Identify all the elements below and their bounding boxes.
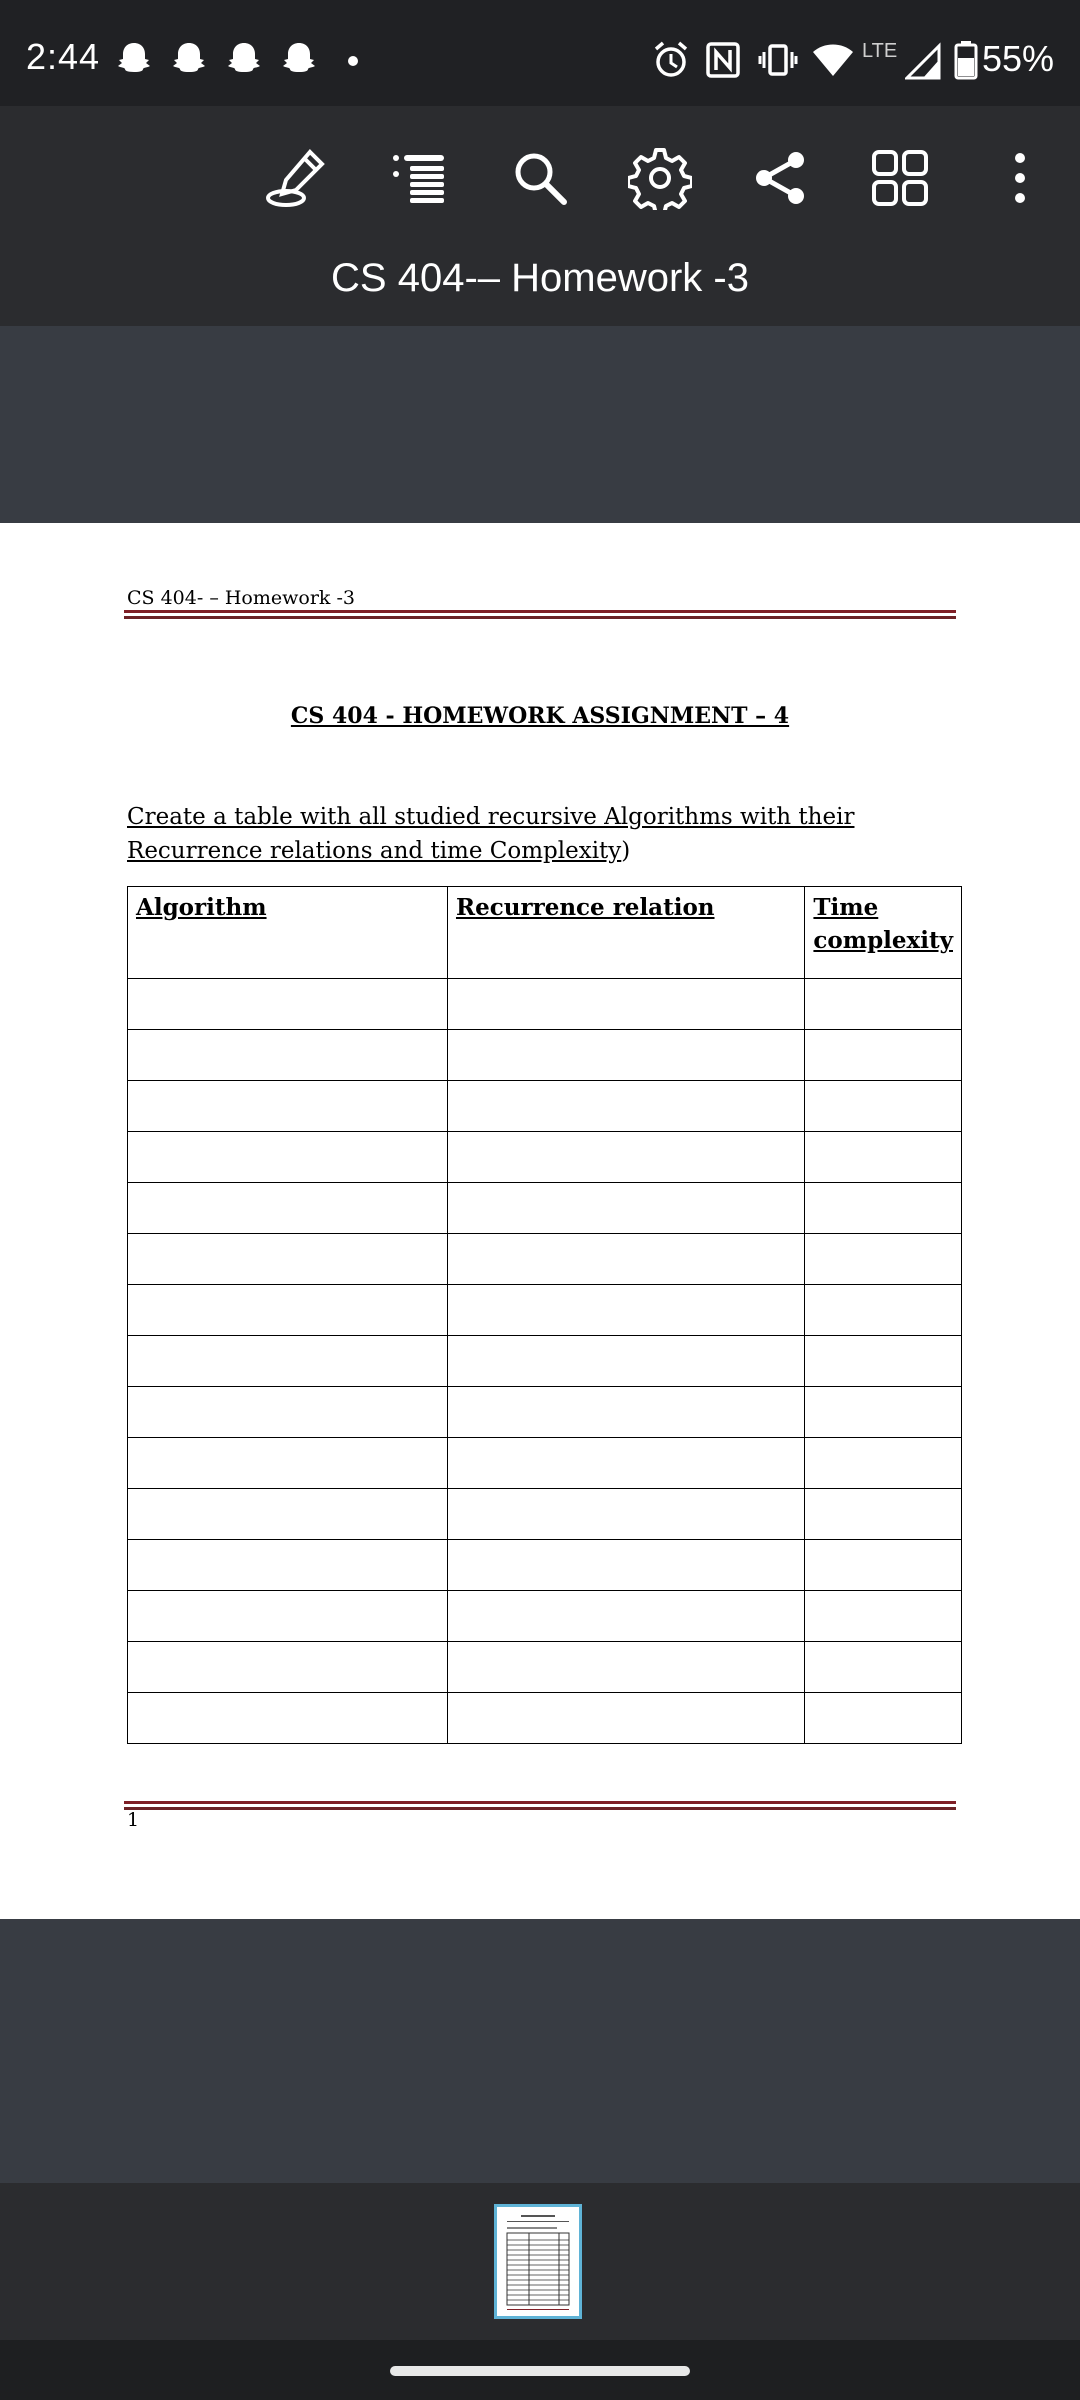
cell-time-complexity [805,1234,962,1285]
nfc-icon [706,40,740,80]
cell-algorithm [128,1540,448,1591]
alarm-icon [652,40,690,80]
cell-recurrence [447,1693,804,1744]
more-options-button[interactable] [982,140,1058,216]
more-notifications-dot [348,56,358,66]
cell-algorithm [128,1285,448,1336]
wifi-icon [812,40,854,80]
cell-recurrence [447,979,804,1030]
table-body [128,979,962,1744]
cell-algorithm [128,1489,448,1540]
cell-time-complexity [805,979,962,1030]
lte-signal-icon [905,40,941,80]
cell-time-complexity [805,1336,962,1387]
cell-recurrence [447,1336,804,1387]
cell-time-complexity [805,1285,962,1336]
footer-rule [124,1801,956,1810]
table-row [128,1540,962,1591]
cell-algorithm [128,1642,448,1693]
header-rule [124,610,956,619]
home-gesture-handle[interactable] [390,2366,690,2376]
table-row [128,1081,962,1132]
annotate-button[interactable] [258,140,334,216]
settings-icon [628,146,692,210]
table-header-row [128,887,962,979]
cell-time-complexity [805,1693,962,1744]
table-row [128,979,962,1030]
battery-percent: 55% [982,38,1055,79]
instruction-text [127,800,947,868]
cell-recurrence [447,1438,804,1489]
cell-algorithm [128,1081,448,1132]
cell-algorithm [128,1234,448,1285]
snapchat-ghost-icon [171,40,207,80]
assignment-title: CS 404 - HOMEWORK ASSIGNMENT – 4 [290,703,790,729]
annotate-icon [264,146,328,210]
cell-time-complexity [805,1183,962,1234]
cell-algorithm [128,1591,448,1642]
table-row [128,1642,962,1693]
table-row [128,1030,962,1081]
vibrate-icon [758,40,798,80]
cell-time-complexity [805,1387,962,1438]
table-row [128,1234,962,1285]
cell-recurrence [447,1387,804,1438]
table-row [128,1336,962,1387]
cell-recurrence [447,1183,804,1234]
page-number: 1 [127,1809,140,1831]
algorithms-table [127,886,962,1744]
table-row [128,1387,962,1438]
snapchat-ghost-icon [226,40,262,80]
thumbnail-strip [0,2183,1080,2340]
outline-button[interactable] [382,140,458,216]
cell-recurrence [447,1642,804,1693]
table-row [128,1591,962,1642]
cell-algorithm [128,1438,448,1489]
column-header-time-complexity: Time complexity [805,887,962,979]
grid-view-icon [870,148,930,208]
share-icon [750,148,810,208]
cell-algorithm [128,1387,448,1438]
viewer-toolbar [0,106,1080,326]
cell-recurrence [447,1234,804,1285]
status-bar [0,0,1080,106]
cell-recurrence [447,1489,804,1540]
table-row [128,1132,962,1183]
cell-algorithm [128,1132,448,1183]
battery-icon [954,40,978,80]
cell-algorithm [128,979,448,1030]
cell-recurrence [447,1081,804,1132]
snapchat-ghost-icon [281,40,317,80]
table-row [128,1693,962,1744]
cell-time-complexity [805,1540,962,1591]
pdf-page[interactable] [0,523,1080,1919]
page-thumbnail[interactable] [494,2204,582,2319]
search-icon [510,148,570,208]
snapchat-ghost-icon [116,40,152,80]
search-button[interactable] [502,140,578,216]
table-row [128,1183,962,1234]
instruction-main: Create a table with all studied recursive Algorithms with their Recurrence relations and time Complexity [127,804,855,864]
cell-recurrence [447,1132,804,1183]
cell-recurrence [447,1030,804,1081]
cell-time-complexity [805,1642,962,1693]
table-row [128,1438,962,1489]
settings-button[interactable] [622,140,698,216]
more-icon [1010,148,1030,208]
outline-icon [390,148,450,208]
page-header-text: CS 404- – Homework -3 [127,587,355,609]
cell-recurrence [447,1540,804,1591]
table-row [128,1489,962,1540]
cell-time-complexity [805,1081,962,1132]
cell-algorithm [128,1030,448,1081]
cell-time-complexity [805,1489,962,1540]
table-row [128,1285,962,1336]
cell-time-complexity [805,1438,962,1489]
page-thumbnail-preview [497,2207,579,2316]
cell-recurrence [447,1591,804,1642]
column-header-algorithm: Algorithm [128,887,448,979]
cell-algorithm [128,1336,448,1387]
cell-time-complexity [805,1030,962,1081]
cell-time-complexity [805,1132,962,1183]
network-type-label: LTE [862,40,898,62]
system-nav-bar [0,2340,1080,2400]
cell-recurrence [447,1285,804,1336]
status-time: 2:44 [26,36,101,77]
cell-algorithm [128,1183,448,1234]
share-button[interactable] [742,140,818,216]
column-header-recurrence: Recurrence relation [447,887,804,979]
instruction-suffix: ) [621,838,631,864]
cell-time-complexity [805,1591,962,1642]
document-title: CS 404-– Homework -3 [331,256,749,300]
grid-view-button[interactable] [862,140,938,216]
cell-algorithm [128,1693,448,1744]
